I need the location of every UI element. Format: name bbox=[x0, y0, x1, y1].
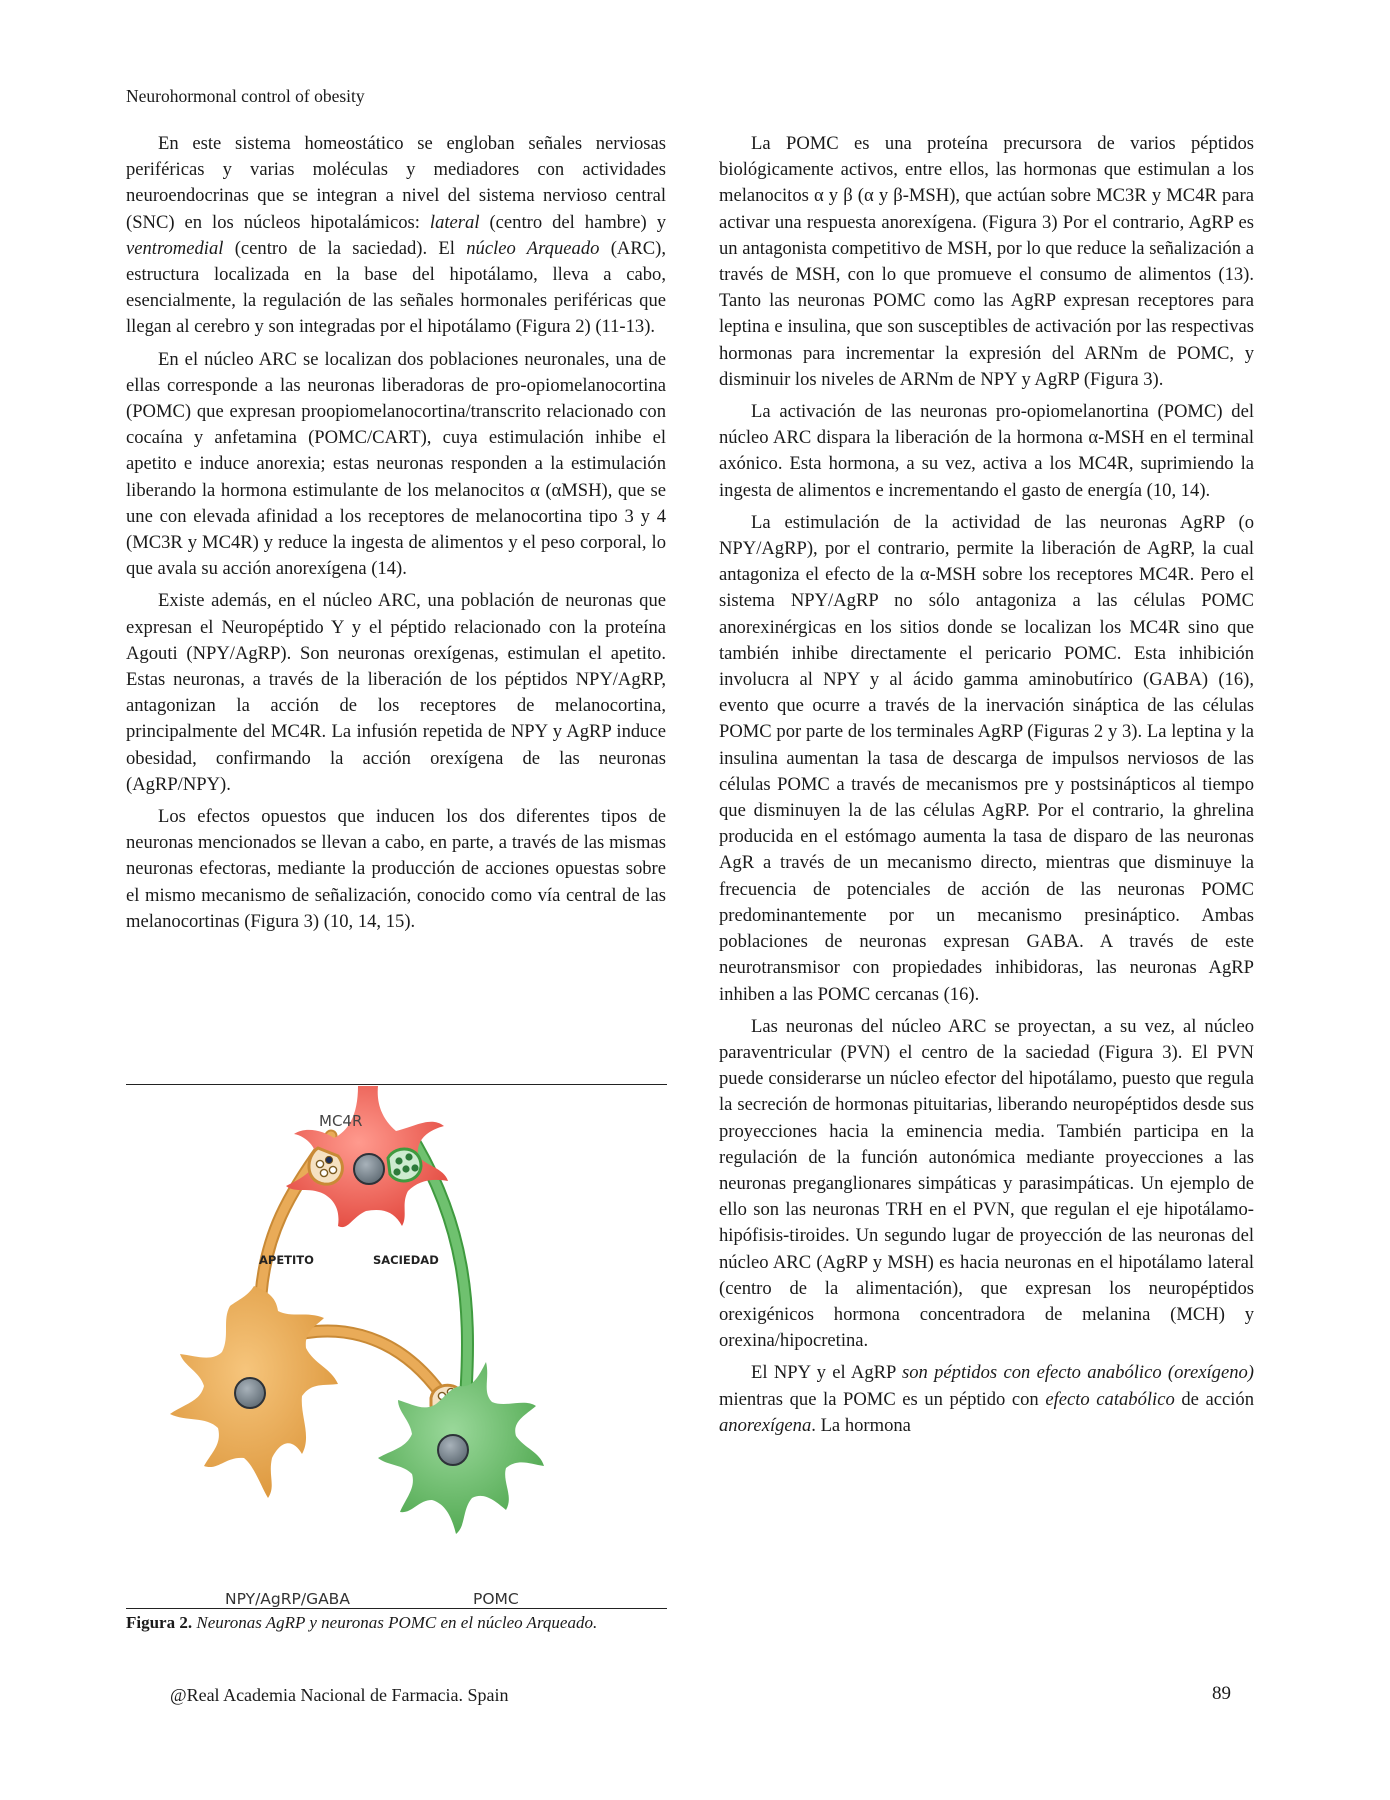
pomc-label: POMC bbox=[473, 1590, 519, 1608]
paragraph: El NPY y el AgRP son péptidos con efecto anabólico (orexígeno) mientras que la POMC es un péptido con efecto catabólico de acción anorexígena. La hormona bbox=[719, 1362, 1254, 1436]
pomc-terminal-top bbox=[388, 1149, 421, 1181]
page-number: 89 bbox=[1212, 1683, 1231, 1704]
paragraph: En este sistema homeostático se engloban señales nerviosas periféricas y varias moléculas y mediadores con actividades neuroendocrinas que se integran a nivel del sistema nervioso central (SNC) en los núcleos hipotalámicos: lateral (centro del hambre) y ventromedial (centro de la saciedad). El núcleo Arqueado (ARC), estructura localizada en la base del hipotálamo, lleva a cabo, esencialmente, la regulación de las señales hormonales periféricas que llegan al cerebro y son integradas por el hipotálamo (Figura 2) (11-13). bbox=[126, 133, 666, 338]
saciedad-label: SACIEDAD bbox=[373, 1253, 439, 1267]
mc4r-label: MC4R bbox=[319, 1112, 363, 1130]
paragraph: En el núcleo ARC se localizan dos poblaciones neuronales, una de ellas corresponde a las neuronas liberadoras de pro-opiomelanocortina (POMC) que expresan proopiomelanocortina/transcrito relacionado con cocaína y anfetamina (POMC/CART), cuya estimulación inhibe el apetito e induce anorexia; estas neuronas responden a la estimulación liberando la hormona estimulante de los melanocitos α (αMSH), que se une con elevada afinidad a los receptores de melanocortina tipo 3 y 4 (MC3R y MC4R) y reduce la ingesta de alimentos y el peso corporal, lo que avala su acción anorexígena (14). bbox=[126, 348, 666, 580]
figure-caption bbox=[126, 1608, 667, 1634]
footer-publisher: @Real Academia Nacional de Farmacia. Spain bbox=[170, 1685, 509, 1705]
paragraph: La activación de las neuronas pro-opiomelanortina (POMC) del núcleo ARC dispara la liberación de la hormona α-MSH en el terminal axónico. Esta hormona, a su vez, activa a los MC4R, suprimiendo la ingesta de alimentos e incrementando el gasto de energía (10, 14). bbox=[719, 401, 1254, 501]
left-column bbox=[126, 131, 666, 941]
italic-run: anorexígena bbox=[719, 1414, 812, 1436]
pomc-nucleus bbox=[438, 1435, 468, 1465]
pomc-neuron bbox=[378, 1362, 544, 1534]
paragraph: La estimulación de la actividad de las neuronas AgRP (o NPY/AgRP), por el contrario, permite la liberación de AgRP, la cual antagoniza el efecto de la α-MSH sobre los receptores MC4R. Pero el sistema NPY/AgRP no sólo antagoniza a las células POMC anorexinérgicas en los sitios donde se localizan los MC4R sino que también inhibe directamente el pericario POMC. Esta inhibición involucra al NPY y al ácido gamma aminobutírico (GABA) (16), evento que ocurre a través de la inervación sináptica de las células POMC por parte de los terminales AgRP (Figuras 2 y 3). La leptina y la insulina aumentan la tasa de descarga de impulsos nerviosos de las células POMC a través de mecanismos pre y postsinápticos al tiempo que disminuyen la de las células AgRP. Por el contrario, la ghrelina producida en el estómago aumenta la tasa de disparo de las neuronas AgR a través de un mecanismo directo, mientras que disminuye la frecuencia de potenciales de acción de las neuronas POMC predominantemente por un mecanismo presináptico. Ambas poblaciones de neuronas expresan GABA. A través de este neurotransmisor con propiedades inhibidoras, las neuronas AgRP inhiben a las POMC cercanas (16). bbox=[719, 511, 1254, 1005]
paragraph: Los efectos opuestos que inducen los dos diferentes tipos de neuronas mencionados se llevan a cabo, en parte, a través de las mismas neuronas efectoras, mediante la producción de acciones opuestas sobre el mismo mecanismo de señalización, conocido como vía central de las melanocortinas (Figura 3) (10, 14, 15). bbox=[126, 806, 666, 932]
apetito-label: APETITO bbox=[259, 1253, 314, 1267]
figure-2 bbox=[126, 1086, 667, 1610]
npy-agrp-neuron bbox=[170, 1286, 338, 1498]
neuron-diagram bbox=[126, 1086, 667, 1610]
paragraph: Existe además, en el núcleo ARC, una población de neuronas que expresan el Neuropéptido Y y el péptido relacionado con la proteína Agouti (NPY/AgRP). Son neuronas orexígenas, estimulan el apetito. Estas neuronas, a través de la liberación de los péptidos NPY/AgRP, antagonizan la acción de los receptores de melanocortina, principalmente del MC4R. La infusión repetida de NPY y AgRP induce obesidad, confirmando la acción orexígena de las neuronas (AgRP/NPY). bbox=[126, 590, 666, 795]
paragraph: La POMC es una proteína precursora de varios péptidos biológicamente activos, entre ellos, las hormonas que estimulan a los melanocitos α y β (α y β-MSH), que actúan sobre MC3R y MC4R para activar una respuesta anorexígena. (Figura 3) Por el contrario, AgRP es un antagonista competitivo de MSH, por lo que reduce la señalización a través de MSH, con lo que promueve el consumo de alimentos (13). Tanto las neuronas POMC como las AgRP expresan receptores para leptina e insulina, que son susceptibles de activación por las respectivas hormonas para incrementar la expresión del ARNm de POMC, y disminuir los niveles de ARNm de NPY y AgRP (Figura 3). bbox=[719, 133, 1254, 390]
italic-run: núcleo Arqueado bbox=[466, 237, 600, 259]
right-column bbox=[719, 131, 1254, 1445]
npy-agrp-gaba-label: NPY/AgRP/GABA bbox=[225, 1590, 350, 1608]
italic-run: ventromedial bbox=[126, 237, 224, 259]
figure-caption-text: Neuronas AgRP y neuronas POMC en el núcleo Arqueado. bbox=[192, 1613, 598, 1632]
npy-nucleus bbox=[235, 1378, 265, 1408]
italic-run: son péptidos con efecto anabólico (orexígeno) bbox=[902, 1362, 1254, 1384]
running-header: Neurohormonal control of obesity bbox=[126, 86, 365, 106]
italic-run: efecto catabólico bbox=[1045, 1388, 1175, 1410]
figure-caption-label: Figura 2. bbox=[126, 1613, 193, 1632]
paragraph: Las neuronas del núcleo ARC se proyectan, a su vez, al núcleo paraventricular (PVN) el centro de la saciedad (Figura 3). El PVN puede considerarse un núcleo efector del hipotálamo, puesto que regula la secreción de hormonas pituitarias, liberando neuropéptidos desde sus proyecciones hacia la eminencia media. También participa en la regulación de la función autonómica mediante proyecciones a las neuronas preganglionares simpáticas y parasimpáticas. Un ejemplo de ello son las neuronas TRH en el PVN, que regulan el eje hipotálamo-hipófisis-tiroides. Un segundo lugar de proyección de las neuronas del núcleo ARC (AgRP y MSH) es hacia neuronas en el hipotálamo lateral (centro de la alimentación), que expresan los neuropéptidos orexigénicos hormona concentradora de melanina (MCH) y orexina/hipocretina. bbox=[719, 1015, 1254, 1352]
italic-run: lateral bbox=[429, 211, 480, 233]
mc4r-nucleus bbox=[354, 1154, 384, 1184]
figure-top-rule bbox=[126, 1084, 667, 1085]
